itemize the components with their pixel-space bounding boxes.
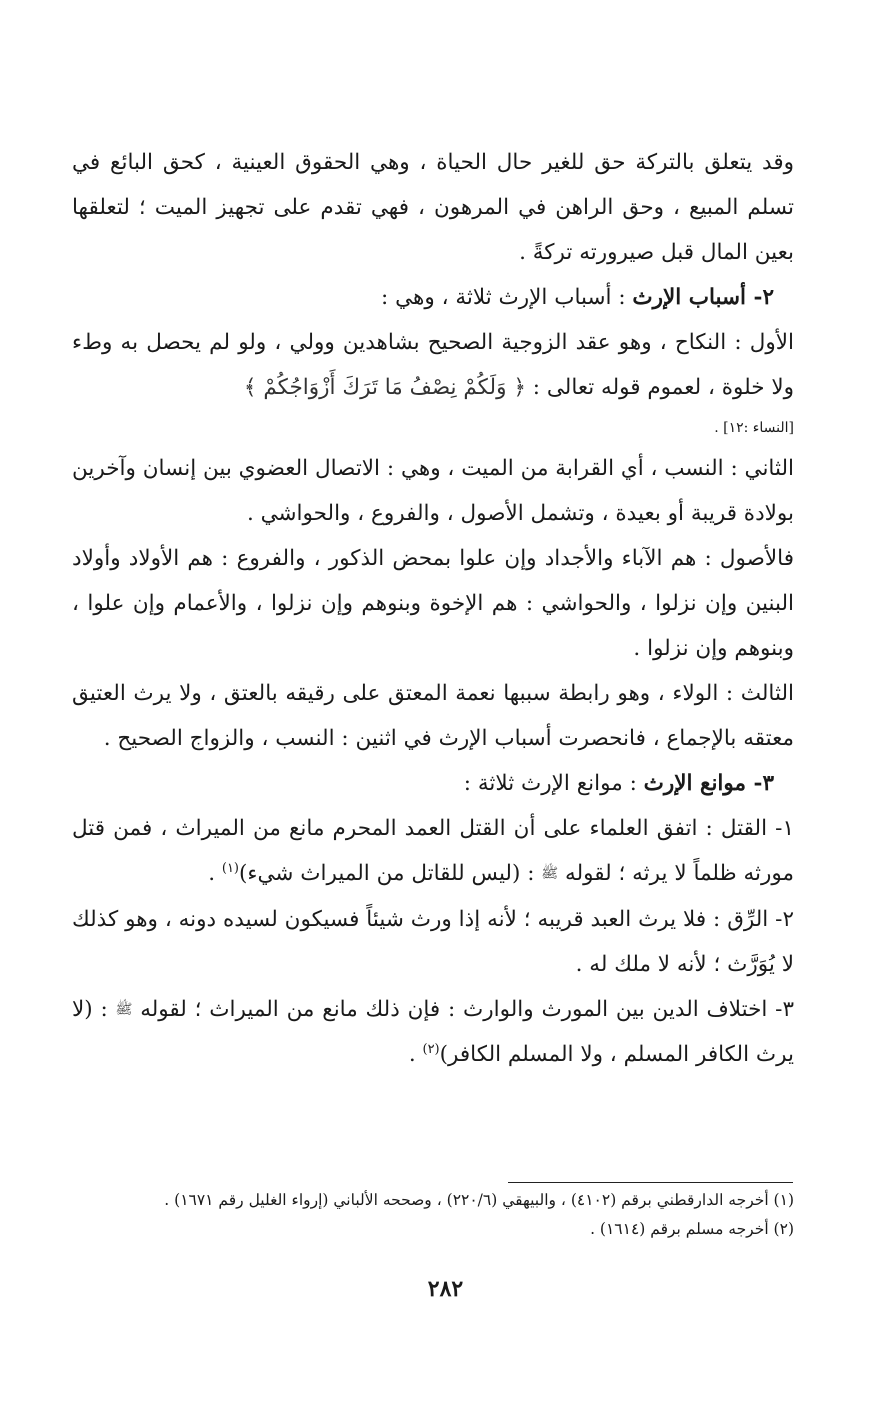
heading-number: ٣- موانع الإرث <box>643 771 774 796</box>
salawat-glyph: ﷺ <box>115 1001 133 1017</box>
paragraph-second-cause-lineage: الثاني : النسب ، أي القرابة من الميت ، وهي : الاتصال العضوي بين إنسان وآخرين بولادة قريبة أو بعيدة ، وتشمل الأصول ، والفروع ، والحواشي . <box>72 456 794 526</box>
footnotes-section <box>72 1186 794 1244</box>
footnote-marker-2[interactable]: (٢) <box>422 1041 440 1057</box>
footnote-marker-1[interactable]: (١) <box>221 860 239 876</box>
quran-verse: ﴿ وَلَكُمْ نِصْفُ مَا تَرَكَ أَزْوَاجُكُمْ ﴾ <box>243 375 526 400</box>
footnote-divider <box>508 1182 793 1183</box>
paragraph-impediment-religion <box>72 987 794 1078</box>
heading-causes-of-inheritance <box>72 275 794 320</box>
sentence-end: . <box>208 861 222 886</box>
sentence-end: . <box>408 1042 423 1067</box>
paragraph-first-cause-marriage <box>72 320 794 410</box>
religion-text: ٣- اختلاف الدين بين المورث والوارث : فإن ذلك مانع من الميراث ؛ لقوله <box>132 996 795 1022</box>
paragraph-rights-attached-to-estate: وقد يتعلق بالتركة حق للغير حال الحياة ، وهي الحقوق العينية ، كحق البائع في تسلم المبيع ، وحق الراهن في المرهون ، فهي تقدم على تجهيز الميت ؛ لتعلقها بعين المال قبل صيرورته تركةً . <box>72 150 794 265</box>
heading-text: : أسباب الإرث ثلاثة ، وهي : <box>381 285 633 310</box>
killing-text: ١- القتل : اتفق العلماء على أن القتل العمد المحرم مانع من الميراث ، فمن قتل مورثه ظلماً لا يرثه ؛ لقوله <box>72 816 794 886</box>
salawat-glyph: ﷺ <box>541 865 559 882</box>
heading-number: ٢- أسباب الإرث <box>632 285 774 310</box>
hadith-text: : (لا يرث الكافر المسلم ، ولا المسلم الكافر) <box>72 996 794 1067</box>
main-text-body <box>72 140 794 1077</box>
paragraph-impediment-killing <box>72 806 794 897</box>
footnote-1: (١) أخرجه الدارقطني برقم (٤١٠٢) ، والبيهقي (٢٢٠/٦) ، وصححه الألباني (إرواء الغليل رقم ١٦٧١) . <box>164 1191 794 1209</box>
heading-text: : موانع الإرث ثلاثة : <box>463 771 644 796</box>
marriage-text: الأول : النكاح ، وهو عقد الزوجية الصحيح بشاهدين وولي ، ولو لم يحصل به وطء ولا خلوة ، لعموم قوله تعالى : <box>72 330 794 400</box>
paragraph-impediment-slavery: ٢- الرِّق : فلا يرث العبد قريبه ؛ لأنه إذا ورث شيئاً فسيكون لسيده دونه ، وهو كذلك لا يُوَرَّث ؛ لأنه لا ملك له . <box>72 906 794 977</box>
footnote-2: (٢) أخرجه مسلم برقم (١٦١٤) . <box>590 1220 794 1238</box>
hadith-text: : (ليس للقاتل من الميراث شيء) <box>239 861 542 886</box>
verse-reference: [النساء :١٢] . <box>714 420 794 436</box>
paragraph-third-cause-wala: الثالث : الولاء ، وهو رابطة سببها نعمة المعتق على رقيقه بالعتق ، ولا يرث العتيق معتقه بالإجماع ، فانحصرت أسباب الإرث في اثنين : النسب ، والزواج الصحيح . <box>72 681 794 751</box>
page-number: ٢٨٢ <box>427 1276 464 1302</box>
paragraph-ascendants-descendants: فالأصول : هم الآباء والأجداد وإن علوا بمحض الذكور ، والفروع : هم الأولاد وأولاد البنين وإن نزلوا ، والحواشي : هم الإخوة وبنوهم وإن نزلوا ، والأعمام وإن علوا ، وبنوهم وإن نزلوا . <box>72 546 794 661</box>
heading-impediments-of-inheritance <box>72 761 794 806</box>
